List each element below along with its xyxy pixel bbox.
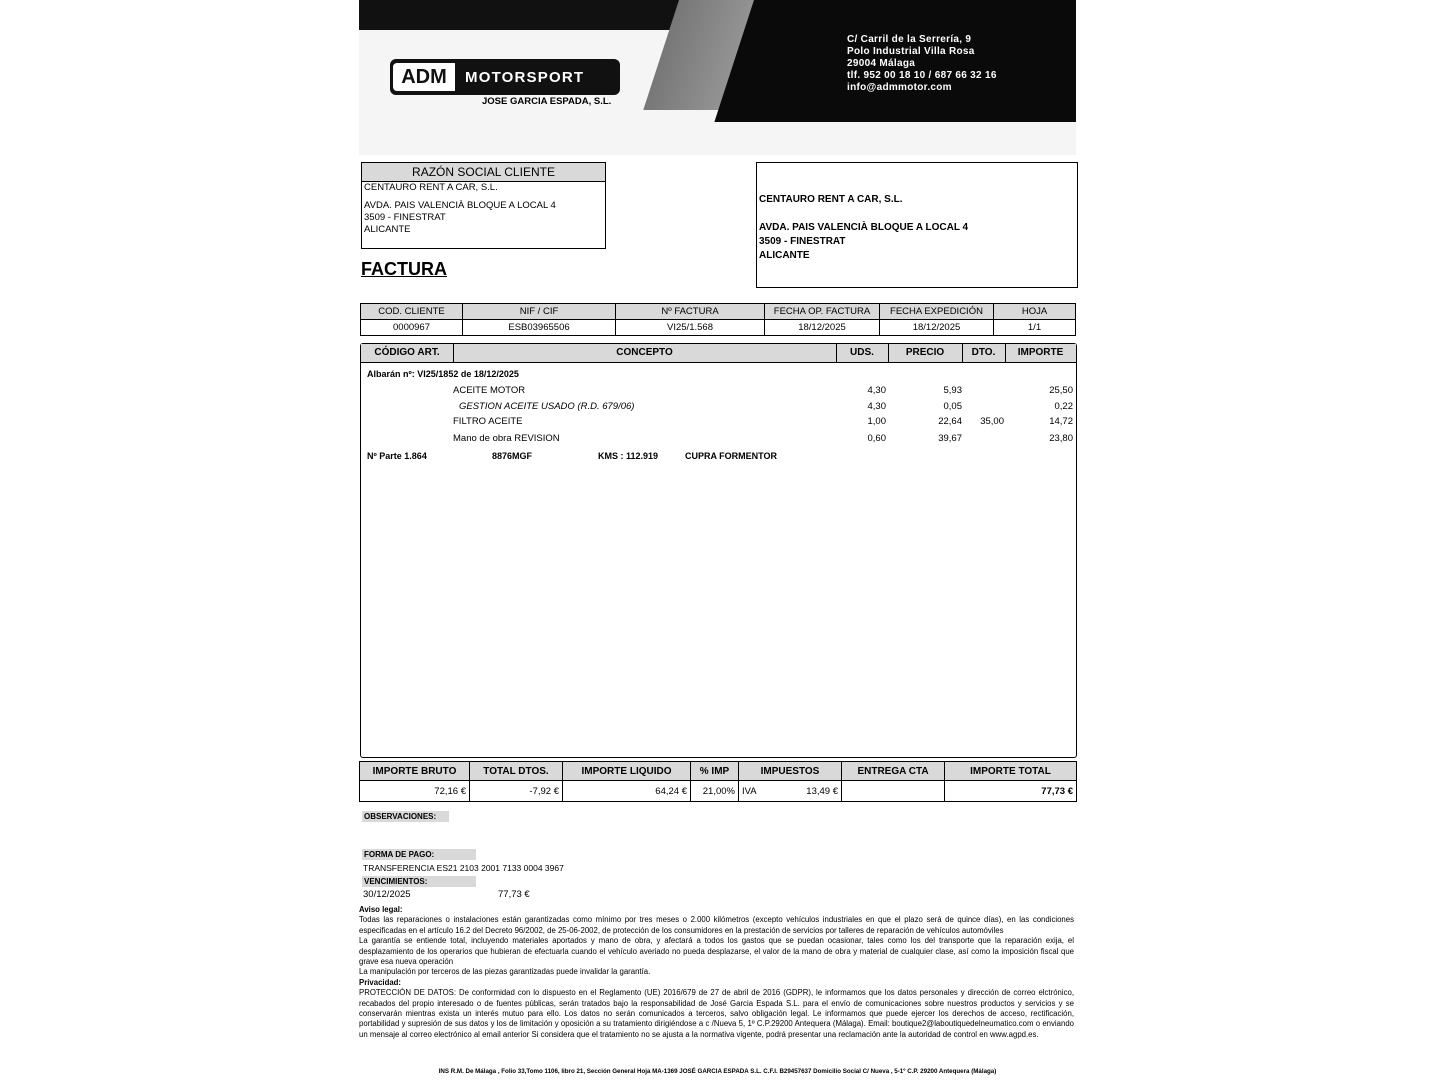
col-concepto: CONCEPTO (453, 344, 837, 362)
totals-header: IMPORTE TOTAL (945, 762, 1077, 781)
line-uds: 0,60 (867, 433, 886, 444)
legal-title: Aviso legal: (359, 905, 403, 914)
invoice-lines (360, 343, 1077, 758)
line-importe: 14,72 (1049, 416, 1073, 427)
line-concepto: FILTRO ACEITE (453, 416, 523, 427)
observations-label: OBSERVACIONES: (362, 811, 449, 822)
legal-paragraph: La manipulación por terceros de las piezas garantizadas puede invalidar la garantía. (359, 967, 651, 977)
tax-name: IVA (742, 785, 757, 797)
info-header: HOJA (994, 304, 1076, 320)
company-logo (390, 59, 620, 95)
due-date: 30/12/2025 (363, 889, 411, 900)
col-codigo: CÓDIGO ART. (361, 344, 454, 362)
line-uds: 1,00 (867, 416, 886, 427)
op-date: 18/12/2025 (765, 320, 880, 336)
logo-adm: ADM (393, 63, 455, 91)
due-label: VENCIMIENTOS: (362, 876, 476, 887)
client-box-header: RAZÓN SOCIAL CLIENTE (362, 163, 605, 182)
invoice-info-table (360, 303, 1076, 336)
vehicle-model: CUPRA FORMENTOR (685, 451, 777, 461)
total-amount: 77,73 € (945, 781, 1077, 802)
line-precio: 0,05 (943, 401, 962, 412)
tax-cell (739, 781, 842, 802)
client-box (361, 162, 606, 249)
total-discounts: -7,92 € (470, 781, 563, 802)
parte-number: Nº Parte 1.864 (367, 451, 427, 461)
client-city: 3509 - FINESTRAT (364, 212, 446, 223)
totals-header: ENTREGA CTA (842, 762, 945, 781)
totals-header: IMPORTE BRUTO (360, 762, 470, 781)
info-header: NIF / CIF (463, 304, 616, 320)
info-header: COD. CLIENTE (361, 304, 463, 320)
company-legal-name: JOSE GARCIA ESPADA, S.L. (482, 96, 612, 107)
col-uds: UDS. (836, 344, 889, 362)
info-header: Nº FACTURA (616, 304, 765, 320)
info-header: FECHA EXPEDICIÓN (880, 304, 994, 320)
shipping-box (756, 162, 1078, 288)
line-concepto: Mano de obra REVISION (453, 433, 560, 444)
due-amount: 77,73 € (498, 889, 530, 900)
client-code: 0000967 (361, 320, 463, 336)
payment-on-account (842, 781, 945, 802)
issue-date: 18/12/2025 (880, 320, 994, 336)
payment-method: TRANSFERENCIA ES21 2103 2001 7133 0004 3967 (363, 863, 564, 873)
line-precio: 5,93 (943, 385, 962, 396)
line-importe: 23,80 (1049, 433, 1073, 444)
line-importe: 25,50 (1049, 385, 1073, 396)
client-province: ALICANTE (364, 224, 411, 235)
line-precio: 22,64 (938, 416, 962, 427)
lines-header (361, 344, 1076, 363)
line-concepto: ACEITE MOTOR (453, 385, 526, 396)
shipping-name: CENTAURO RENT A CAR, S.L. (759, 194, 903, 205)
col-importe: IMPORTE (1017, 347, 1064, 358)
gross-amount: 72,16 € (360, 781, 470, 802)
document-title: FACTURA (361, 259, 447, 279)
albaran-ref: Albarán nº: VI25/1852 de 18/12/2025 (367, 369, 519, 379)
net-amount: 64,24 € (563, 781, 691, 802)
line-importe: 0,22 (1054, 401, 1073, 412)
line-uds: 4,30 (867, 401, 886, 412)
shipping-province: ALICANTE (759, 250, 810, 261)
line-uds: 4,30 (867, 385, 886, 396)
line-concepto: GESTION ACEITE USADO (R.D. 679/06) (459, 401, 635, 412)
kilometers: KMS : 112.919 (598, 451, 659, 461)
line-precio: 39,67 (938, 433, 962, 444)
logo-motorsport: MOTORSPORT (465, 68, 585, 86)
client-address: AVDA. PAIS VALENCIÀ BLOQUE A LOCAL 4 (364, 200, 556, 211)
col-dto: DTO. (962, 344, 1006, 362)
totals-header: TOTAL DTOS. (470, 762, 563, 781)
line-dto: 35,00 (980, 416, 1004, 427)
registry-footer: INS R.M. De Málaga , Folio 33,Tomo 1106, libro 21, Sección General Hoja MA-1369 JOSÉ GARCIA ESPADA S.L. C.F.I. B29457637 Domicilio Social C/ Nueva , 5-1º C.P. 29200 Antequera (Málaga) (438, 1068, 997, 1075)
legal-paragraph: Todas las reparaciones o instalaciones están garantizadas como mínimo por tres meses o 2.000 kilómetros (excepto vehículos industriales en que el plazo será de quince días), en las condiciones especificadas en el artículo 16.2 del Decreto 96/2002, de 25-06-2002, de protección de los consumidores en la prestación de servicios por talleres de reparación de vehículos automóviles (359, 915, 1074, 935)
letterhead (359, 0, 1076, 155)
totals-table (359, 761, 1077, 802)
company-address: C/ Carril de la Serrería, 9 Polo Industrial Villa Rosa 29004 Málaga tlf. 952 00 18 10 / 687 66 32 16 info@admmotor.com (847, 34, 997, 93)
payment-method-label: FORMA DE PAGO: (362, 849, 476, 860)
sheet: 1/1 (994, 320, 1076, 336)
info-header: FECHA OP. FACTURA (765, 304, 880, 320)
invoice-number: VI25/1.568 (616, 320, 765, 336)
shipping-city: 3509 - FINESTRAT (759, 236, 846, 247)
totals-header: IMPUESTOS (739, 762, 842, 781)
tax-amount: 13,49 € (806, 785, 838, 797)
tax-percent: 21,00% (691, 781, 739, 802)
totals-header: % IMP (691, 762, 739, 781)
privacy-title: Privacidad: (359, 977, 402, 987)
nif: ESB03965506 (463, 320, 616, 336)
privacy-paragraph: PROTECCIÓN DE DATOS: De conformidad con lo dispuesto en el Reglamento (UE) 2016/679 de 27 de abril de 2016 (GDPR), le informamos que los datos personales y dirección de correo elctrónico, recabados del propio interesado o de fuentes públicas, serán tratados bajo la responsabilidad de José Garcia Espada S.L. para el envío de comunicaciones sobre nuestros productos y servicios y se conservarán mientras exista un interés mutuo para ello. Los datos no serán comunicados a terceros, salvo obligación legal. Le informamos que puede ejercer los derechos de acceso, rectificación, portabilidad y supresión de sus datos y los de limitación y oposición a su tratamiento dirigiéndose a c /Nueva 5, 1º C.P.29200 Antequera (Málaga). Email: boutique2@laboutiquedelneumatico.com o enviando un mensaje al correo electrónico al email anterior Si considera que el tratamiento no se ajusta a la normativa vigente, podrá presentar una reclamación ante la autoridad de control en www.agpd.es. (359, 988, 1074, 1039)
plate-number: 8876MGF (492, 451, 533, 461)
legal-notice (359, 905, 1074, 1040)
totals-header: IMPORTE LIQUIDO (563, 762, 691, 781)
col-precio: PRECIO (888, 344, 963, 362)
legal-paragraph: La garantía se entiende total, incluyendo materiales aportados y mano de obra, y afectará a todos los gastos que se puedan ocasionar, tales como los del transporte que la reparación exija, el desplazamiento de los operarios que hubieran de efectuarla cuando el vehículo averiado no pueda desplazarse, el valor de la mano de obra y material de cualquier clase, así como la imposición fiscal que grave esa nueva operación (359, 936, 1074, 967)
shipping-address: AVDA. PAIS VALENCIÀ BLOQUE A LOCAL 4 (759, 222, 969, 233)
client-name: CENTAURO RENT A CAR, S.L. (364, 182, 498, 193)
